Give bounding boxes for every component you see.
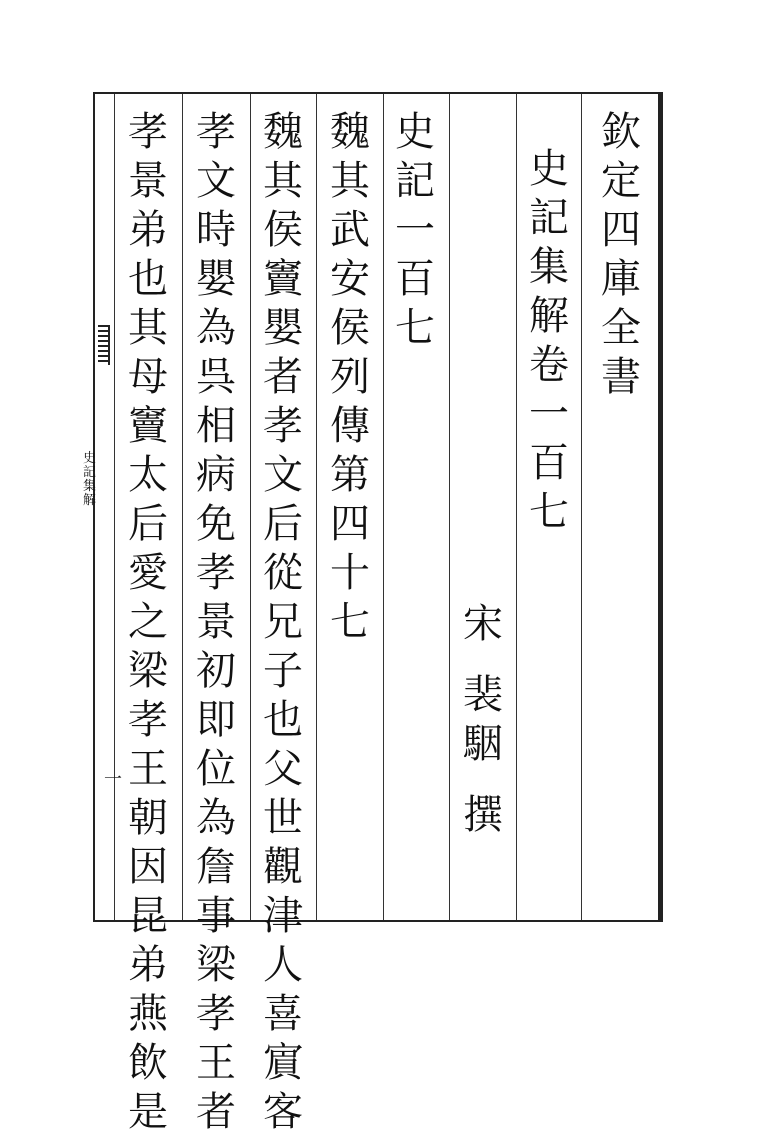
author-dynasty: 宋 [463,601,503,647]
character: 史 [395,109,435,155]
character: 史 [83,451,97,466]
character: 裴 [463,672,503,718]
character: 弟 [128,207,168,253]
character: 病 [196,452,236,498]
character: 觀 [263,844,303,890]
character: 全 [601,305,641,351]
body-line-2 [189,108,243,1137]
character: 因 [128,844,168,890]
character: 賔 [263,1040,303,1086]
character: 孝 [196,550,236,596]
character: 母 [128,354,168,400]
character: 四 [601,207,641,253]
character: 后 [263,501,303,547]
character: 相 [196,403,236,449]
character: 事 [196,893,236,939]
character: 侯 [330,305,370,351]
character: 傳 [330,403,370,449]
character: 景 [128,158,168,204]
character: 一 [529,391,569,437]
character: 后 [128,501,168,547]
character: 即 [196,697,236,743]
character: 其 [128,305,168,351]
character: 安 [330,256,370,302]
character: 武 [330,207,370,253]
character: 津 [263,893,303,939]
character: 集 [529,244,569,290]
column-rule [516,94,517,920]
character: 愛 [128,550,168,596]
character: 飲 [128,1040,168,1086]
author-role: 撰 [463,792,503,838]
character: 子 [263,648,303,694]
character: 解 [83,493,97,508]
character: 欽 [601,109,641,155]
character: 記 [83,465,97,480]
character: 一 [395,207,435,253]
character: 史 [529,146,569,192]
character: 詹 [196,844,236,890]
character: 其 [330,158,370,204]
character: 王 [196,1040,236,1086]
character: 時 [196,207,236,253]
character: 文 [196,158,236,204]
collection-title [594,108,648,402]
character: 太 [128,452,168,498]
character: 之 [128,599,168,645]
margin-book-title [83,452,95,508]
character: 書 [601,354,641,400]
page-border-thick [93,92,663,922]
character: 竇 [263,256,303,302]
character: 世 [263,795,303,841]
character: 客 [263,1089,303,1135]
character: 位 [196,746,236,792]
character: 七 [330,599,370,645]
character: 從 [263,550,303,596]
character: 昆 [128,893,168,939]
column-rule [182,94,183,920]
character: 也 [263,697,303,743]
character: 七 [395,305,435,351]
chapter-title [323,108,377,647]
character: 人 [263,942,303,988]
character: 者 [263,354,303,400]
character: 也 [128,256,168,302]
character: 四 [330,501,370,547]
character: 父 [263,746,303,792]
volume-title [522,145,576,537]
character: 燕 [128,991,168,1037]
character: 王 [128,746,168,792]
character: 孝 [196,991,236,1037]
character: 集 [83,479,97,494]
character: 兄 [263,599,303,645]
character: 梁 [196,942,236,988]
character: 孝 [196,109,236,155]
section-number [388,108,442,353]
character: 七 [529,489,569,535]
character: 嬰 [196,256,236,302]
character: 竇 [128,403,168,449]
character: 喜 [263,991,303,1037]
column-rule [316,94,317,920]
character: 朝 [128,795,168,841]
character: 為 [196,795,236,841]
character: 是 [128,1089,168,1135]
character: 百 [395,256,435,302]
character: 梁 [128,648,168,694]
fishtail-mark [98,325,110,365]
character: 孝 [128,109,168,155]
author-line [456,600,510,840]
column-rule [114,94,115,920]
character: 呉 [196,354,236,400]
character: 弟 [128,942,168,988]
character: 嬰 [263,305,303,351]
character: 第 [330,452,370,498]
character: 駰 [463,721,503,767]
margin-page-number: 一 [104,769,122,790]
character: 文 [263,452,303,498]
character: 百 [529,440,569,486]
character: 其 [263,158,303,204]
character: 列 [330,354,370,400]
character: 卷 [529,342,569,388]
character: 魏 [263,109,303,155]
character: 解 [529,293,569,339]
character: 十 [330,550,370,596]
author-name [456,671,510,769]
character: 為 [196,305,236,351]
column-rule [449,94,450,920]
character: 記 [529,195,569,241]
character: 者 [196,1089,236,1135]
column-rule [581,94,582,920]
character: 定 [601,158,641,204]
character: 初 [196,648,236,694]
body-line-3 [121,108,175,1137]
column-rule [250,94,251,920]
character: 侯 [263,207,303,253]
character: 免 [196,501,236,547]
character: 孝 [263,403,303,449]
character: 景 [196,599,236,645]
body-line-1 [256,108,310,1137]
character: 記 [395,158,435,204]
column-rule [383,94,384,920]
character: 庫 [601,256,641,302]
character: 孝 [128,697,168,743]
character: 魏 [330,109,370,155]
